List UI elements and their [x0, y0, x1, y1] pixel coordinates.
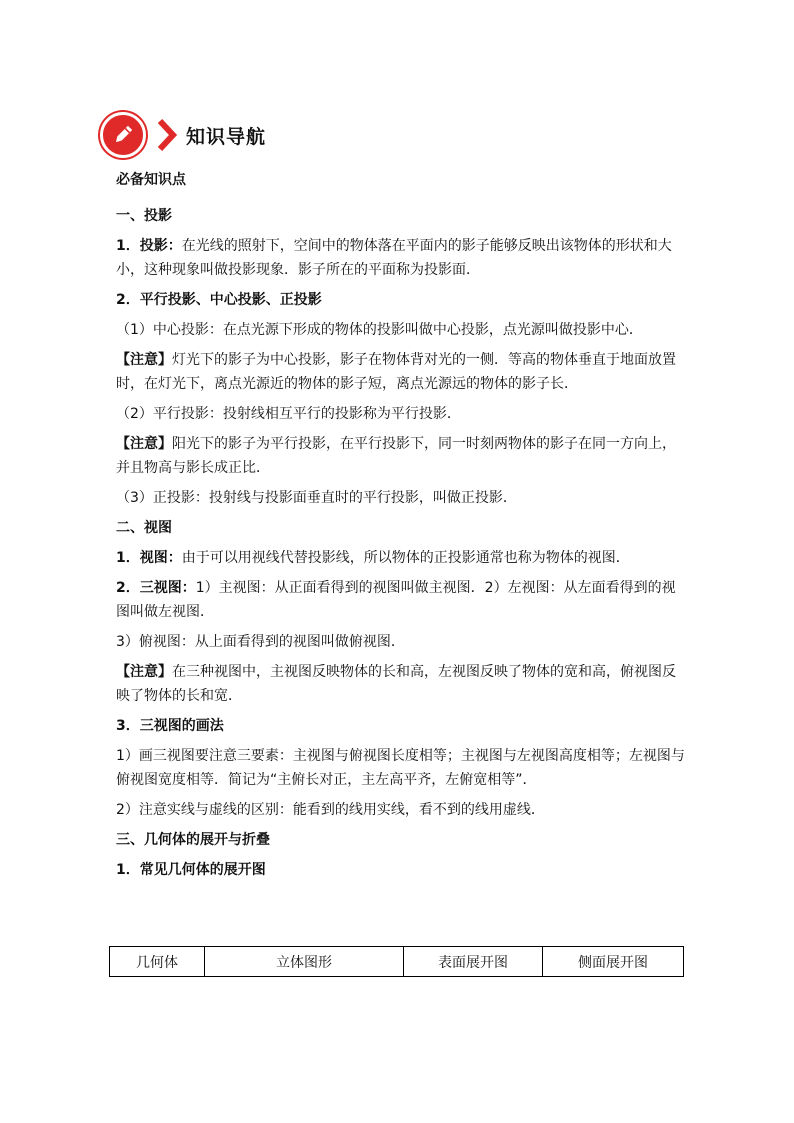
subheading-drawing-method: 3．三视图的画法: [116, 718, 224, 734]
subheading-projection-types: 2．平行投影、中心投影、正投影: [116, 292, 322, 308]
document-body: [116, 168, 686, 888]
paragraph-view: [116, 546, 686, 570]
section-title-unfolding: 三、几何体的展开与折叠: [116, 832, 270, 848]
note-parallel-projection: [116, 432, 686, 480]
note-label: 【注意】: [116, 664, 172, 680]
term-label: 1．视图：: [116, 550, 182, 566]
paragraph-orthographic-projection: （3）正投影：投射线与投影面垂直时的平行投影，叫做正投影．: [116, 490, 517, 506]
paragraph-central-projection: （1）中心投影：在点光源下形成的物体的投影叫做中心投影，点光源叫做投影中心．: [116, 322, 643, 338]
term-label: 2．三视图：: [116, 580, 196, 596]
note-label: 【注意】: [116, 352, 172, 368]
section-title-projection: 一、投影: [116, 208, 172, 224]
section-title-views: 二、视图: [116, 520, 172, 536]
subtitle: 必备知识点: [116, 172, 186, 188]
note-text: 灯光下的影子为中心投影，影子在物体背对光的一侧．等高的物体垂直于地面放置时，在灯光下，离点光源近的物体的影子短，离点光源远的物体的影子长．: [116, 352, 676, 392]
table-header-cell: 侧面展开图: [543, 947, 684, 977]
paragraph-top-view: 3）俯视图：从上面看得到的视图叫做俯视图．: [116, 634, 405, 650]
table-header-cell: 立体图形: [205, 947, 404, 977]
note-text: 阳光下的影子为平行投影，在平行投影下，同一时刻两物体的影子在同一方向上，并且物高与影长成正比．: [116, 436, 676, 476]
paragraph-text: 由于可以用视线代替投影线，所以物体的正投影通常也称为物体的视图．: [181, 550, 630, 566]
subheading-common-nets: 1．常见几何体的展开图: [116, 862, 266, 878]
chevron-right-icon: [156, 117, 178, 153]
paragraph-line-types: 2）注意实线与虚线的区别：能看到的线用实线，看不到的线用虚线．: [116, 802, 545, 818]
paragraph-three-elements: 1）画三视图要注意三要素：主视图与俯视图长度相等；主视图与左视图高度相等；左视图与俯视图宽度相等．简记为“主俯长对正，主左高平齐，左俯宽相等”．: [116, 748, 685, 788]
paragraph-three-views: [116, 576, 686, 624]
note-central-projection: [116, 348, 686, 396]
table-header-cell: 表面展开图: [404, 947, 543, 977]
paragraph-projection: [116, 234, 686, 282]
pencil-badge: [100, 112, 146, 158]
section-header: [100, 110, 266, 160]
term-label: 1．投影：: [116, 238, 182, 254]
pencil-icon: [111, 123, 135, 147]
table-header-row: [110, 947, 684, 977]
note-three-views: [116, 660, 686, 708]
table-header-cell: 几何体: [110, 947, 205, 977]
nets-table: [109, 946, 684, 977]
paragraph-text: 1）主视图：从正面看得到的视图叫做主视图．2）左视图：从左面看得到的视图叫做左视图．: [116, 580, 676, 620]
header-title: 知识导航: [186, 125, 267, 148]
paragraph-text: 在光线的照射下，空间中的物体落在平面内的影子能够反映出该物体的形状和大小，这种现象叫做投影现象．影子所在的平面称为投影面．: [116, 238, 672, 278]
paragraph-parallel-projection: （2）平行投影：投射线相互平行的投影称为平行投影．: [116, 406, 461, 422]
note-label: 【注意】: [116, 436, 172, 452]
note-text: 在三种视图中，主视图反映物体的长和高，左视图反映了物体的宽和高，俯视图反映了物体的长和宽．: [116, 664, 676, 704]
